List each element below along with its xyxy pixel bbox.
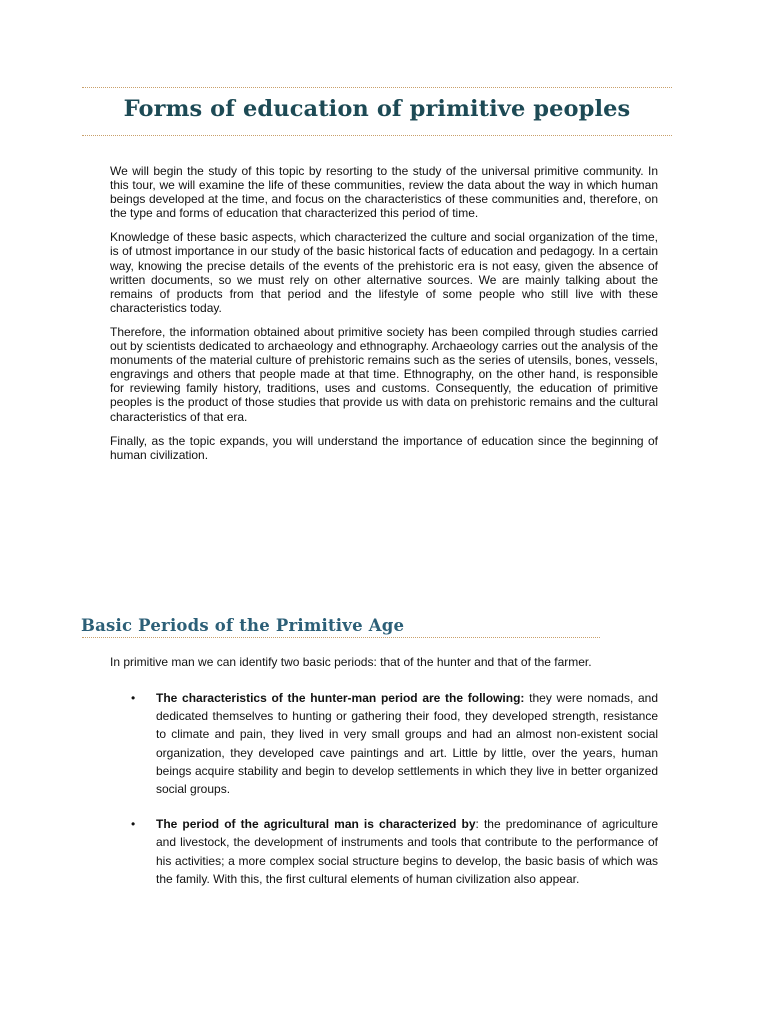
section-lead: In primitive man we can identify two basic periods: that of the hunter and that of the farmer.	[110, 655, 592, 669]
bullet-icon: •	[131, 691, 136, 705]
intro-paragraph: Therefore, the information obtained about primitive society has been compiled through studies carried out by scientists dedicated to archaeology and ethnography. Archaeology carries out the analysis of the monuments of the material culture of prehistoric remains such as the series of utensils, bones, vessels, engravings and others that people made at that time. Ethnography, on the other hand, is responsible for reviewing family history, traditions, uses and customs. Consequently, the education of primitive peoples is the product of those studies that provide us with data on prehistoric remains and the cultural characteristics of that era.	[110, 324, 658, 424]
section-heading: Basic Periods of the Primitive Age	[81, 616, 405, 635]
section-heading-rule	[82, 637, 600, 638]
intro-paragraph: Finally, as the topic expands, you will understand the importance of education since the beginning of human civilization.	[110, 433, 658, 462]
list-item	[131, 815, 658, 888]
list-item	[131, 689, 659, 798]
bullet-icon: •	[131, 817, 136, 832]
title-top-rule	[82, 87, 672, 88]
bullet-body-text: : the predominance of agriculture and livestock, the development of instruments and tools that contribute to the performance of his activities; a more complex social structure begins to develop, the basic basis of which was the family. With this, the first cultural elements of human civilization also appear.	[156, 817, 658, 886]
intro-paragraph: Knowledge of these basic aspects, which characterized the culture and social organization of the time, is of utmost importance in our study of the basic historical facts of education and pedagogy. In a certain way, knowing the precise details of the events of the prehistoric era is not easy, given the absence of written documents, so we must rely on other alternative sources. We are mainly talking about the remains of products from that period and the lifestyle of some people who still live with these characteristics today.	[110, 230, 658, 315]
bullet-list	[131, 689, 659, 905]
intro-paragraph: We will begin the study of this topic by resorting to the study of the universal primitive community. In this tour, we will examine the life of these communities, review the data about the way in which human beings developed at the time, and focus on the characteristics of these communities and, therefore, on the type and forms of education that characterized this period of time.	[110, 164, 658, 221]
intro-section	[110, 164, 658, 472]
bullet-lead-text: The characteristics of the hunter-man period are the following:	[156, 691, 525, 705]
title-bottom-rule	[82, 135, 672, 136]
page-title: Forms of education of primitive peoples	[123, 96, 631, 122]
bullet-lead-text: The period of the agricultural man is characterized by	[156, 817, 476, 832]
bullet-body-text: they were nomads, and dedicated themselves to hunting or gathering their food, they developed strength, resistance to climate and pain, they lived in very small groups and had an almost non-existent social organization, they developed cave paintings and art. Little by little, over the years, human beings acquire stability and begin to develop settlements in which they live in better organized social groups.	[156, 691, 659, 797]
